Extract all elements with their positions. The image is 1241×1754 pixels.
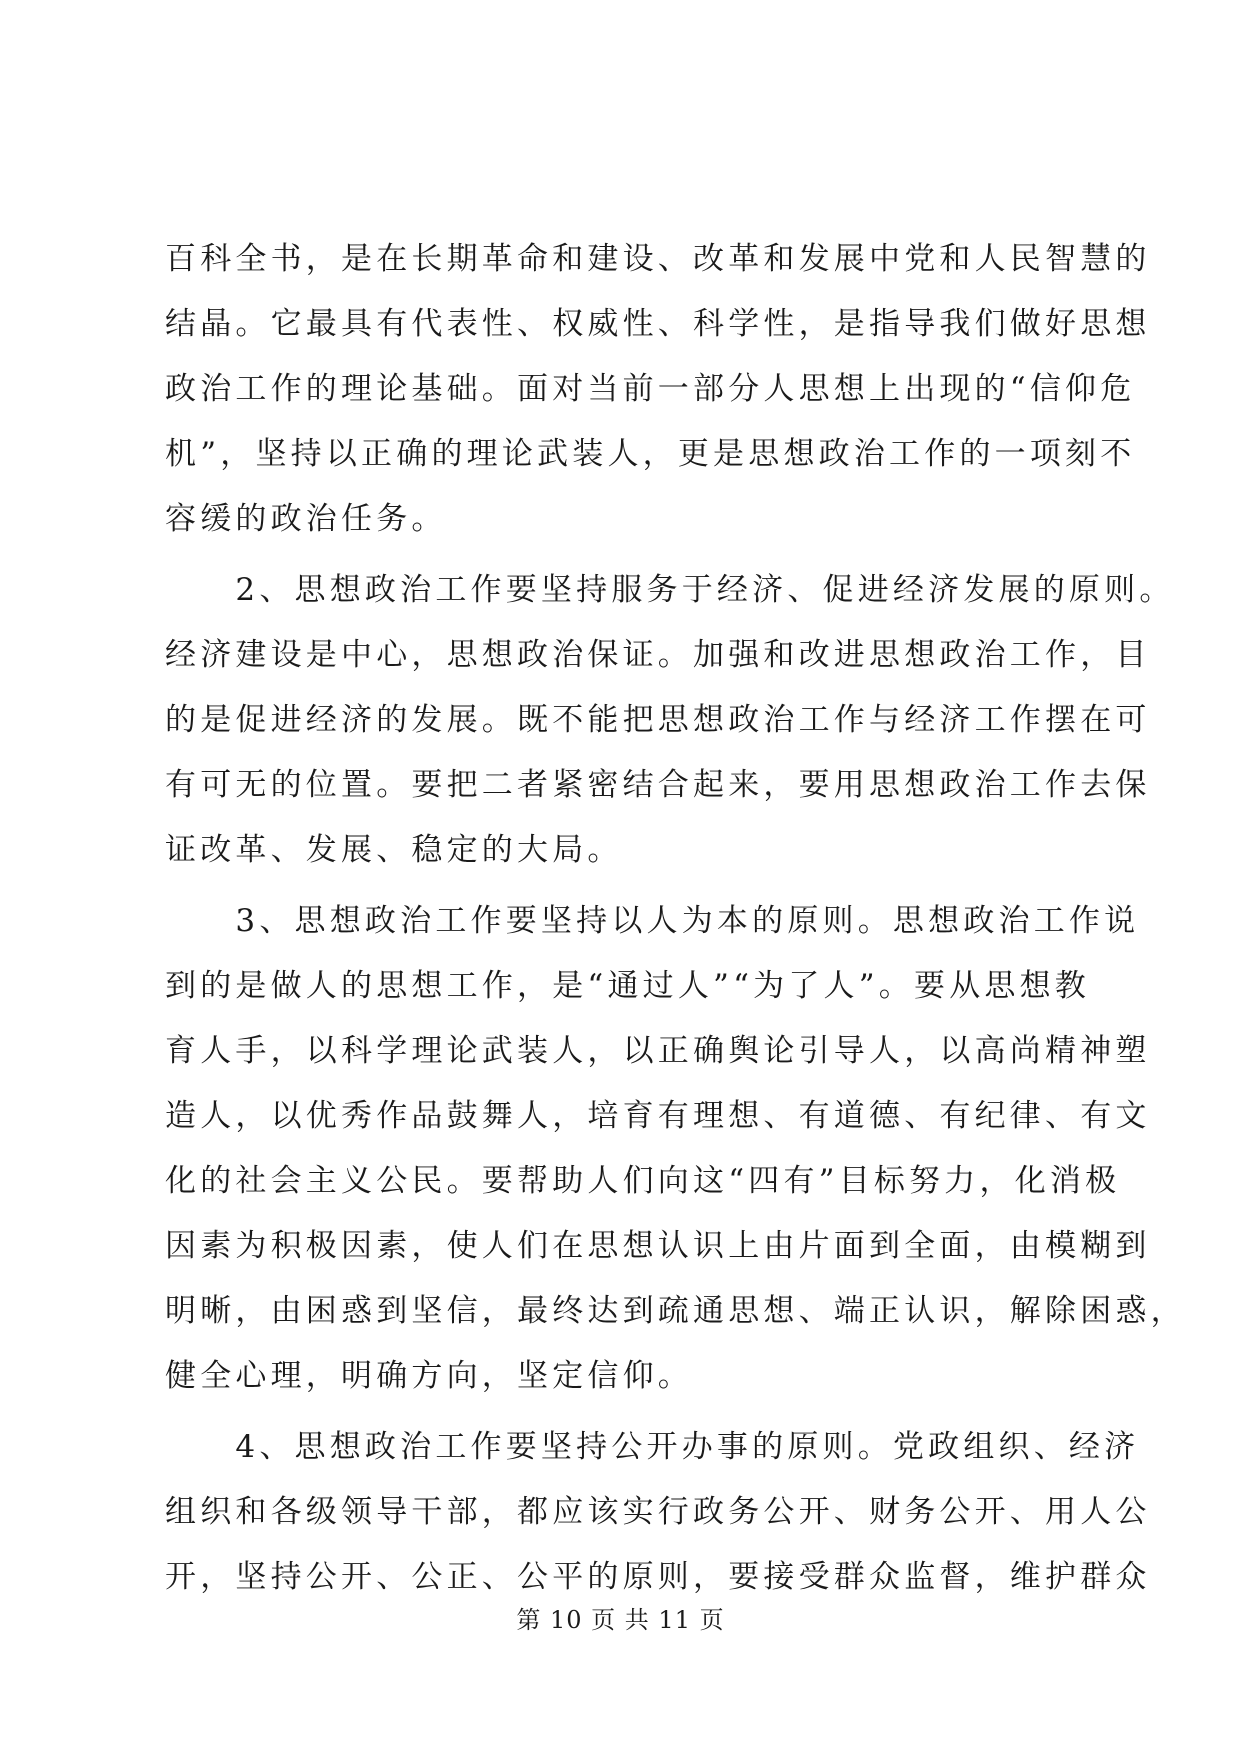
body-text xyxy=(165,227,1186,1610)
text-line: 组织和各级领导干部，都应该实行政务公开、财务公开、用人公 xyxy=(165,1494,1151,1530)
text-line: 政治工作的理论基础。面对当前一部分人思想上出现的“信仰危 xyxy=(165,371,1136,407)
paragraph-3-start: 3、思想政治工作要坚持以人为本的原则。思想政治工作说 xyxy=(165,903,1140,939)
page-number-footer: 第 10 页 共 11 页 xyxy=(516,1606,725,1634)
paragraph-2-start: 2、思想政治工作要坚持服务于经济、促进经济发展的原则。 xyxy=(165,572,1175,608)
text-line: 化的社会主义公民。要帮助人们向这“四有”目标努力，化消极 xyxy=(165,1163,1121,1199)
text-line: 证改革、发展、稳定的大局。 xyxy=(165,832,623,868)
text-line: 明晰，由困惑到坚信，最终达到疏通思想、端正认识，解除困惑， xyxy=(165,1293,1186,1329)
paragraph-4-start: 4、思想政治工作要坚持公开办事的原则。党政组织、经济 xyxy=(165,1429,1140,1465)
text-line: 的是促进经济的发展。既不能把思想政治工作与经济工作摆在可 xyxy=(165,702,1151,738)
text-line: 开，坚持公开、公正、公平的原则，要接受群众监督，维护群众 xyxy=(165,1559,1151,1595)
text-line: 百科全书，是在长期革命和建设、改革和发展中党和人民智慧的 xyxy=(165,241,1151,277)
text-line: 健全心理，明确方向，坚定信仰。 xyxy=(165,1358,693,1394)
text-line: 到的是做人的思想工作，是“通过人”“为了人”。要从思想教 xyxy=(165,968,1090,1004)
text-line: 机”，坚持以正确的理论武装人，更是思想政治工作的一项刻不 xyxy=(165,436,1136,472)
text-line: 经济建设是中心，思想政治保证。加强和改进思想政治工作，目 xyxy=(165,637,1151,673)
text-line: 因素为积极因素，使人们在思想认识上由片面到全面，由模糊到 xyxy=(165,1228,1151,1264)
text-line: 育人手，以科学理论武装人，以正确舆论引导人，以高尚精神塑 xyxy=(165,1033,1151,1069)
text-line: 容缓的政治任务。 xyxy=(165,501,447,537)
text-line: 结晶。它最具有代表性、权威性、科学性，是指导我们做好思想 xyxy=(165,306,1151,342)
text-line: 有可无的位置。要把二者紧密结合起来，要用思想政治工作去保 xyxy=(165,767,1151,803)
text-line: 造人，以优秀作品鼓舞人，培育有理想、有道德、有纪律、有文 xyxy=(165,1098,1151,1134)
